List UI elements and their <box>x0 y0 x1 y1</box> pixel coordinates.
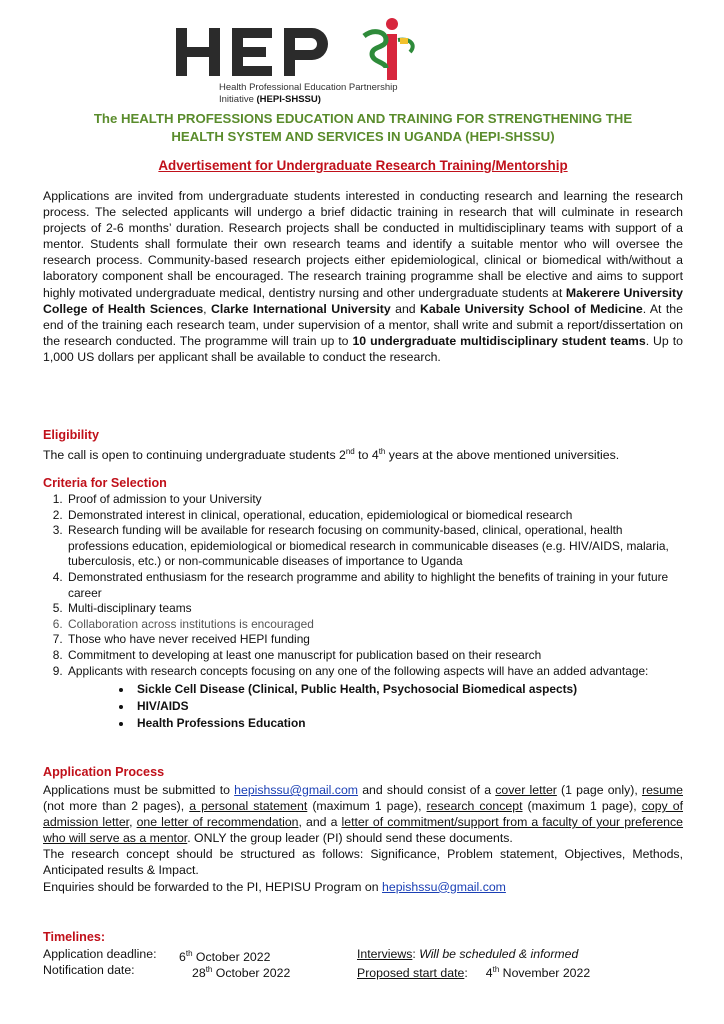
doc-resume: resume <box>641 783 683 797</box>
deadline-sup: th <box>185 949 193 958</box>
app-text-6: (maximum 1 page), <box>522 799 642 814</box>
start-label: Proposed start date <box>357 966 465 981</box>
eligibility-text <box>43 444 683 463</box>
doc-research-concept: research concept <box>426 799 523 814</box>
logo-subtitle-bold: (HEPI-SHSSU) <box>256 94 321 105</box>
concept-structure: The research concept should be structured as follows: Significance, Problem statement, Objectives, Methods, Anticipated results & Impact. <box>43 847 683 878</box>
enquiry-text: Enquiries should be forwarded to the PI, HEPISU Program on <box>43 879 383 894</box>
deadline-label: Application deadline: <box>43 947 157 961</box>
hepi-wordmark-icon <box>172 16 432 80</box>
app-text-3: (1 page only), <box>556 783 642 797</box>
intro-text-1: Applications are invited from undergraduate students interested in conducting research and learning the research process. The selected applicants will undergo a brief didactic training in research that will culminate in research projects of 2-6 months’ duration. Research projects shall be conducted in multidisciplinary teams with support of a mentor. Students shall formulate their own research teams and identify a suitable mentor who will oversee the research process. Community-based research projects either epidemiological, clinical or biomedical with/without a laboratory component shall be encouraged. The research training programme shall be elective and aims to support highly motivated undergraduate medical, dentistry nursing and other undergraduate students at <box>43 189 683 300</box>
interviews-label: Interviews <box>357 947 413 961</box>
deadline-day: 6 <box>179 950 186 965</box>
aspect-item: • Health Professions Education <box>133 715 683 732</box>
notification-sup: th <box>205 965 213 974</box>
eligibility-sup-1: nd <box>345 447 355 456</box>
doc-commitment-letter: letter of commitment/support from a faculty of your preference who will serve as a mentor <box>43 815 684 846</box>
criteria-item: 5. Multi-disciplinary teams <box>66 601 683 617</box>
app-text-9: . ONLY the group leader (PI) should send these documents. <box>187 831 513 846</box>
app-text-4: (not more than 2 pages), <box>43 799 190 814</box>
advert-title: Advertisement for Undergraduate Research Training/Mentorship <box>158 158 568 173</box>
deadline-rest: October 2022 <box>192 950 271 965</box>
start-day: 4 <box>485 966 493 981</box>
intro-text-5: . Up to 1,000 US dollars per applicant shall be available to conduct the research. <box>43 333 683 364</box>
intro-text-4: . At the end of the training each research team, under supervision of a mentor, shall write and submit a report/dissertation on the research conducted. The programme will train up to <box>43 301 683 348</box>
eligibility-sup-2: th <box>378 447 386 456</box>
app-text-5: (maximum 1 page), <box>307 799 427 814</box>
criteria-item: 2. Demonstrated interest in clinical, operational, education, epidemiological or biomedical research <box>66 508 683 524</box>
logo-subtitle-prefix: Initiative <box>219 94 257 105</box>
notification-day: 28 <box>192 966 206 981</box>
hepi-logo <box>172 14 472 109</box>
intro-bold-3: Kabale University School of Medicine <box>420 301 643 316</box>
application-heading: Application Process <box>43 765 165 779</box>
document-title <box>43 110 683 146</box>
intro-bold-2: Clarke International University <box>211 301 391 316</box>
title-line-1: The HEALTH PROFESSIONS EDUCATION AND TRAINING FOR STRENGTHENING THE <box>93 111 633 126</box>
start-colon: : <box>464 966 468 981</box>
interviews-value: Will be scheduled & informed <box>419 947 579 961</box>
notification-rest: October 2022 <box>212 966 291 981</box>
logo-subtitle-line1: Health Professional Education Partnership <box>219 82 398 93</box>
logo-subtitle-line2 <box>219 94 398 106</box>
enquiry-line <box>43 879 683 895</box>
email-link[interactable]: hepishssu@gmail.com <box>234 783 359 797</box>
criteria-item: 4. Demonstrated enthusiasm for the research programme and ability to highlight the benefits of training in your future career <box>66 570 683 601</box>
criteria-item-advantage-text: Applicants with research concepts focusing on any one of the following aspects will have an added advantage: <box>68 663 649 678</box>
criteria-item: 6. Collaboration across institutions is encouraged <box>66 617 683 633</box>
eligibility-heading: Eligibility <box>43 428 99 442</box>
logo-subtitle <box>219 82 398 106</box>
aspect-item: • HIV/AIDS <box>133 698 683 715</box>
intro-bold-4: 10 undergraduate multidisciplinary student teams <box>352 333 646 348</box>
doc-recommendation: one letter of recommendation <box>136 815 299 830</box>
criteria-item: 8. Commitment to developing at least one manuscript for publication based on their research <box>66 648 683 664</box>
notification-value <box>192 962 290 981</box>
eligibility-text-2: to 4 <box>354 448 379 463</box>
doc-cover-letter: cover letter <box>495 783 557 797</box>
criteria-list <box>43 492 683 732</box>
aspects-list <box>68 681 683 732</box>
intro-paragraph <box>43 188 683 365</box>
interviews-colon: : <box>412 947 420 961</box>
start-sup: th <box>492 965 500 974</box>
application-text <box>43 782 683 895</box>
criteria-heading: Criteria for Selection <box>43 476 167 490</box>
aspect-item: • Sickle Cell Disease (Clinical, Public Health, Psychosocial Biomedical aspects) <box>133 681 683 698</box>
notification-label: Notification date: <box>43 963 135 977</box>
app-text-1: Applications must be submitted to <box>43 783 235 797</box>
doc-admission-letter: copy of admission letter <box>43 799 684 830</box>
criteria-item: 7. Those who have never received HEPI funding <box>66 632 683 648</box>
interviews <box>357 946 578 962</box>
start-rest: November 2022 <box>499 966 591 981</box>
timelines-heading: Timelines: <box>43 930 106 944</box>
eligibility-text-3: years at the above mentioned universities. <box>385 448 620 463</box>
doc-personal-statement: a personal statement <box>189 799 308 814</box>
criteria-item: 3. Research funding will be available for research focusing on community-based, clinical, operational, health professions education, epidemiological or biomedical research in communicable diseases (e.g. HIV/AIDS, malaria, tuberculosis, etc.) or non-communicable diseases of importance to Uganda <box>66 523 683 570</box>
start-date <box>357 962 590 981</box>
application-paragraph <box>43 782 683 846</box>
eligibility-text-1: The call is open to continuing undergraduate students 2 <box>43 448 346 463</box>
intro-text-3: and <box>390 301 421 316</box>
criteria-item-advantage <box>66 664 683 733</box>
intro-bold-1: Makerere University College of Health Sciences <box>43 285 683 316</box>
intro-text-2: , <box>203 301 212 316</box>
enquiry-email-link[interactable]: hepishssu@gmail.com <box>382 879 506 894</box>
title-line-2: HEALTH SYSTEM AND SERVICES IN UGANDA (HEPI-SHSSU) <box>171 129 555 144</box>
app-text-2: and should consist of a <box>358 783 496 797</box>
criteria-item: 1. Proof of admission to your University <box>66 492 683 508</box>
app-text-8: , and a <box>298 815 342 830</box>
app-text-7: , <box>129 815 137 830</box>
